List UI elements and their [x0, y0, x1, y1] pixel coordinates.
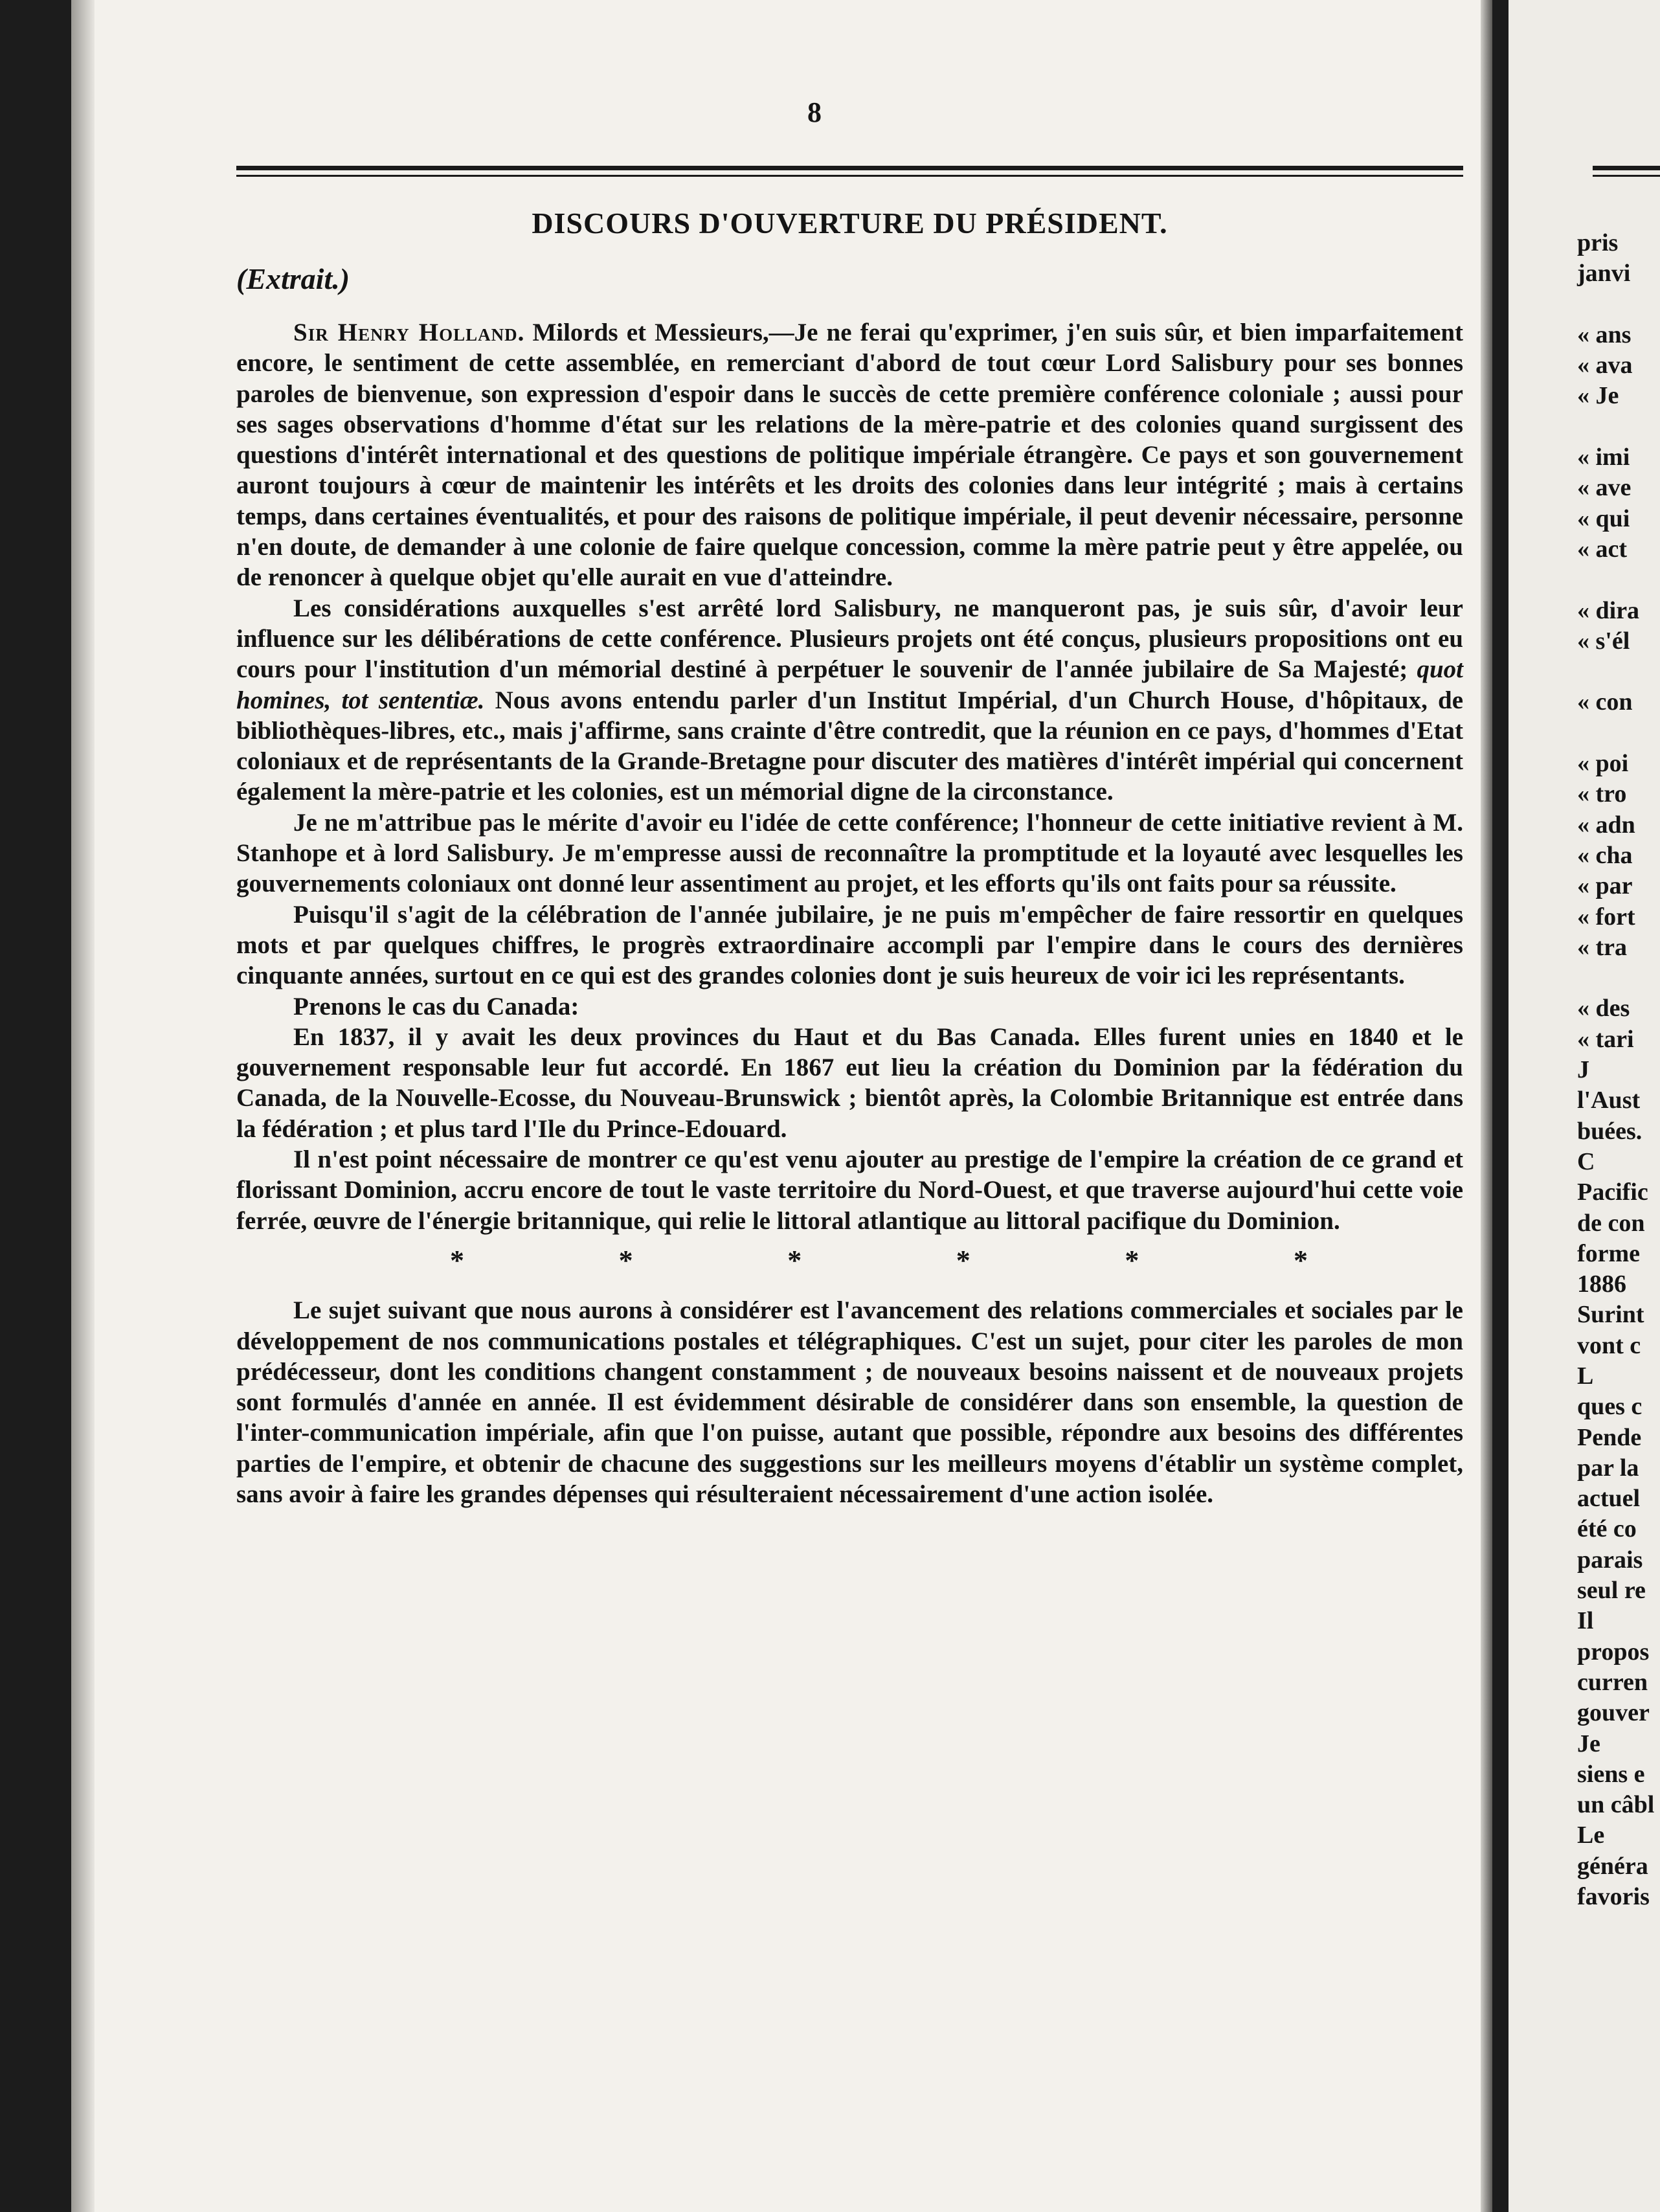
facing-line: « ava: [1577, 352, 1633, 379]
subtitle: (Extrait.): [236, 262, 350, 295]
facing-line: « imi: [1577, 444, 1630, 471]
page-title: DISCOURS D'OUVERTURE DU PRÉSIDENT.: [532, 207, 1168, 240]
facing-line: parais: [1577, 1546, 1643, 1574]
facing-line: « adn: [1577, 811, 1635, 839]
facing-line: siens e: [1577, 1760, 1645, 1788]
facing-line: « tra: [1577, 933, 1628, 961]
facing-page-fragment: [1509, 0, 1660, 2212]
paragraph: En 1837, il y avait les deux provinces du Haut et du Bas Canada. Elles furent unies en 1840 et le gouvernement responsable leur fut accordé. En 1867 eut lieu la création du Dominion par la fédération du Canada, de la Nouvelle-Ecosse, du Nouveau-Brunswick ; bientôt après, la Colombie Britannique est entrée dans la fédération ; et plus tard l'Ile du Prince-Edouard.: [236, 1022, 1463, 1143]
facing-line: Pacific: [1577, 1179, 1648, 1206]
asterisk: *: [787, 1244, 802, 1276]
facing-line: généra: [1577, 1852, 1648, 1880]
facing-line: Pende: [1577, 1423, 1642, 1451]
header-rule-thin: [236, 175, 1463, 177]
asterisk: *: [1293, 1244, 1308, 1276]
facing-line: Je: [1577, 1730, 1600, 1757]
facing-line: « par: [1577, 872, 1633, 900]
asterisk: *: [450, 1244, 464, 1276]
paragraph: Prenons le cas du Canada:: [293, 992, 579, 1021]
facing-line: propos: [1577, 1638, 1650, 1665]
facing-line: [1577, 289, 1660, 320]
facing-line: « ans: [1577, 321, 1632, 348]
facing-line: « ave: [1577, 474, 1632, 502]
facing-line: forme: [1577, 1239, 1641, 1267]
facing-line: seul re: [1577, 1577, 1646, 1605]
facing-line: Le: [1577, 1822, 1605, 1849]
facing-line: [1577, 718, 1660, 749]
section-break-asterisks: [236, 1245, 1463, 1276]
asterisk: *: [1125, 1244, 1139, 1276]
facing-line: [1577, 412, 1660, 442]
facing-line: « cha: [1577, 841, 1633, 869]
facing-line: pris: [1577, 229, 1619, 256]
header-rule-thick: [236, 166, 1463, 170]
facing-line: L: [1577, 1362, 1594, 1390]
paragraph: Le sujet suivant que nous aurons à considérer est l'avancement des relations commerciales et sociales par le développement de nos communications postales et télégraphiques. C'est un sujet, pour citer les paroles de mon prédécesseur, dont les conditions changent constamment ; de nouveaux besoins naissent et de nouveaux projets sont formulés d'année en année. Il est évidemment désirable de considérer dans son ensemble, la question de l'inter-communication impériale, afin que l'on puisse, autant que possible, répondre aux besoins des différentes parties de l'empire, et obtenir de chacune des suggestions sur les meilleurs moyens d'établir un système complet, sans avoir à faire les grandes dépenses qui résulteraient nécessairement d'une action isolée.: [236, 1296, 1463, 1508]
facing-line: été co: [1577, 1515, 1637, 1543]
facing-line: vont c: [1577, 1331, 1641, 1359]
paragraph: Il n'est point nécessaire de montrer ce qu'est venu ajouter au prestige de l'empire la création de ce grand et florissant Dominion, accru encore de tout le vaste territoire du Nord-Ouest, et que traverse aujourd'hui cette voie ferrée, œuvre de l'énergie britannique, qui relie le littoral atlantique au littoral pacifique du Dominion.: [236, 1146, 1463, 1235]
facing-line: « dira: [1577, 596, 1640, 624]
facing-line: « tro: [1577, 780, 1627, 808]
facing-line: 1886: [1577, 1270, 1626, 1298]
facing-line: « s'él: [1577, 627, 1630, 655]
facing-line: J: [1577, 1056, 1589, 1084]
asterisk: *: [618, 1244, 633, 1276]
facing-line: Il: [1577, 1607, 1594, 1635]
facing-line: [1577, 963, 1660, 993]
facing-line: « qui: [1577, 504, 1630, 532]
facing-header-rule-thick: [1593, 166, 1660, 170]
page-margin-shadow: [71, 0, 95, 2212]
body-text: [236, 317, 1463, 1509]
facing-line: janvi: [1577, 260, 1631, 288]
facing-line: curren: [1577, 1668, 1648, 1696]
latin-quote: quot homines, tot sententiæ.: [236, 655, 1464, 714]
document-page: [71, 0, 1492, 2212]
speaker-name: Sir Henry Holland: [293, 319, 518, 346]
facing-line: l'Aust: [1577, 1087, 1641, 1114]
facing-line: « des: [1577, 995, 1630, 1022]
facing-line: favoris: [1577, 1883, 1650, 1911]
facing-line: actuel: [1577, 1485, 1641, 1513]
facing-line: « act: [1577, 535, 1628, 563]
page-number: 8: [807, 96, 822, 128]
facing-line: « Je: [1577, 382, 1619, 410]
facing-line: « con: [1577, 688, 1633, 716]
paragraph: Je ne m'attribue pas le mérite d'avoir eu l'idée de cette conférence; l'honneur de cette initiative revient à M. Stanhope et à lord Salisbury. Je m'empresse aussi de reconnaître la promptitude et la loyauté avec lesquelles les gouvernements coloniaux ont donné leur assentiment au projet, et les efforts qu'ils ont faits pour sa réussite.: [236, 808, 1463, 898]
facing-page-text: [1577, 228, 1660, 1912]
paragraph: Puisqu'il s'agit de la célébration de l'année jubilaire, je ne puis m'empêcher de faire ressortir en quelques mots et par quelques chiffres, le progrès extraordinaire accompli par l'empire dans le cours des dernières cinquante années, surtout en ce qui est des grandes colonies dont je suis heureux de voir ici les représentants.: [236, 900, 1463, 990]
asterisk: *: [956, 1244, 970, 1276]
facing-line: ques c: [1577, 1393, 1643, 1421]
facing-line: C: [1577, 1147, 1595, 1175]
facing-line: buées.: [1577, 1117, 1643, 1145]
facing-header-rule-thin: [1593, 175, 1660, 177]
facing-line: [1577, 565, 1660, 595]
facing-line: « poi: [1577, 750, 1629, 778]
facing-line: de con: [1577, 1209, 1645, 1237]
facing-line: « fort: [1577, 903, 1635, 931]
facing-line: « tari: [1577, 1025, 1634, 1053]
facing-line: [1577, 657, 1660, 687]
facing-line: Surint: [1577, 1301, 1644, 1329]
page-spine-shadow: [1481, 0, 1492, 2212]
facing-line: gouver: [1577, 1699, 1650, 1727]
paragraph: Les considérations auxquelles s'est arrêté lord Salisbury, ne manqueront pas, je suis sûr, d'avoir leur influence sur les délibérations de cette conférence. Plusieurs projets ont été conçus, plusieurs propositions ont eu cours pour l'institution d'un mémorial destiné à perpétuer le souvenir de l'année jubilaire de Sa Majesté; quot homines, tot sententiæ. Nous avons entendu parler d'un Institut Impérial, d'un Church House, d'hôpitaux, de bibliothèques-libres, etc., mais j'affirme, sans crainte d'être contredit, que la réunion en ce pays, d'hommes d'Etat coloniaux et de représentants de la Grande-Bretagne pour discuter des matières d'intérêt impérial qui concernent également la mère-patrie et les colonies, est un mémorial digne de la circonstance.: [236, 594, 1464, 806]
paragraph: Sir Henry Holland. Milords et Messieurs,—Je ne ferai qu'exprimer, j'en suis sûr, et bien imparfaitement encore, le sentiment de cette assemblée, en remerciant d'abord de tout cœur Lord Salisbury pour ses bonnes paroles de bienvenue, son expression d'espoir dans le succès de cette première conférence coloniale ; aussi pour ses sages observations d'homme d'état sur les relations de la mère-patrie et des colonies quand surgissent des questions d'intérêt international et des questions de politique impériale étrangère. Ce pays et son gouvernement auront toujours à cœur de maintenir les intérêts et les droits des colonies dans leur intégrité ; mais à certains temps, dans certaines éventualités, et pour des raisons de politique impériale, il peut devenir nécessaire, personne n'en doute, de demander à une colonie de faire quelque concession, comme la mère patrie peut y être appelée, ou de renoncer à quelque objet qu'elle aurait en vue d'atteindre.: [236, 319, 1464, 592]
facing-line: par la: [1577, 1454, 1639, 1482]
facing-line: un câbl: [1577, 1791, 1655, 1819]
